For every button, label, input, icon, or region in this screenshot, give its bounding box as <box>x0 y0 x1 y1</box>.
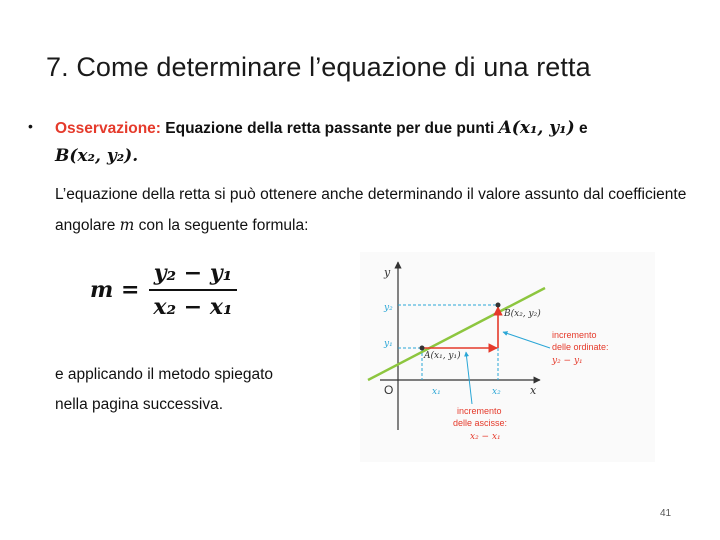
observation-label: Osservazione: <box>55 120 161 137</box>
y1-label: y₁ <box>384 339 393 349</box>
formula-numerator: y₂ − y₁ <box>153 260 233 286</box>
incr-asc-line-2: delle ascisse: <box>453 418 508 428</box>
x1-label: x₁ <box>432 387 441 397</box>
y2-label: y₂ <box>384 303 393 313</box>
paragraph-part1: L’equazione della retta si può ottenere anche determinando il valore assunto dal coefficiente angolare <box>55 186 687 234</box>
incr-ord-line-1: incremento <box>552 330 597 340</box>
incr-ord-line-3: y₂ − y₁ <box>552 356 583 366</box>
observation-conj: e <box>578 120 588 137</box>
paragraph-2-line-1: e applicando il metodo spiegato <box>55 366 274 383</box>
point-a: A(x₁, y₁) <box>498 118 575 138</box>
incr-asc-line-1: incremento <box>457 406 502 416</box>
paragraph-part2: con la seguente formula: <box>138 217 309 234</box>
point-a-marker <box>420 346 425 351</box>
point-b-label: B(x₂, y₂) <box>504 309 541 319</box>
paragraph <box>55 180 695 241</box>
point-b: B(x₂, y₂). <box>55 146 139 166</box>
bullet: • <box>28 118 33 134</box>
slope-diagram <box>360 252 655 462</box>
fraction-bar <box>149 289 236 291</box>
paragraph-2-line-2: nella pagina successiva. <box>55 396 224 413</box>
x2-label: x₂ <box>492 387 501 397</box>
paragraph-m: m <box>119 216 135 234</box>
point-a-label: A(x₁, y₁) <box>424 351 461 361</box>
y-axis-label: y <box>384 266 391 279</box>
slope-formula <box>90 260 237 320</box>
page-title: 7. Come determinare l’equazione di una retta <box>46 52 591 82</box>
formula-lhs: m = <box>90 277 140 303</box>
incr-ord-line-2: delle ordinate: <box>552 342 609 352</box>
point-b-marker <box>496 303 501 308</box>
formula-fraction <box>149 260 236 320</box>
observation-line-2 <box>55 146 138 166</box>
origin-label: O <box>384 383 394 397</box>
x-axis-label: x <box>530 384 537 397</box>
paragraph-2 <box>55 360 273 420</box>
figure-background <box>360 252 655 462</box>
incr-asc-line-3: x₂ − x₁ <box>470 432 501 442</box>
formula-denominator: x₂ − x₁ <box>153 294 233 320</box>
observation-line <box>55 118 588 138</box>
observation-text: Equazione della retta passante per due punti <box>165 120 495 137</box>
page-number: 41 <box>660 508 672 519</box>
